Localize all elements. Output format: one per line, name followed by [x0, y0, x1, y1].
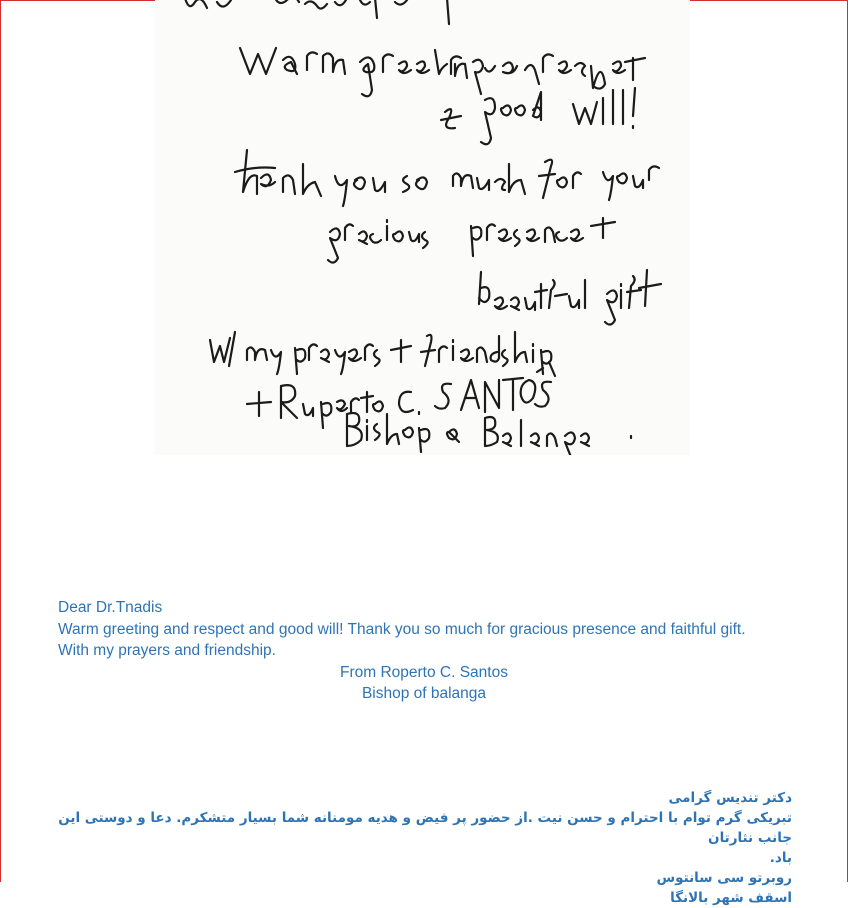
persian-title: اسقف شهر بالانگا	[670, 890, 792, 906]
handwriting-stroke-ampersand	[591, 218, 615, 238]
english-salutation: Dear Dr.Tnadis	[58, 599, 163, 616]
handwriting-stroke-will	[573, 88, 635, 128]
handwriting-stroke-your	[603, 166, 659, 200]
persian-body-line2: باد.	[769, 850, 792, 866]
english-closing: With my prayers and friendship.	[58, 642, 276, 659]
persian-name: روبرتو سی سانتوس	[656, 870, 792, 886]
persian-body-line1: تبریکی گرم توام با احترام و حسن نیت .از حضور پر فیض و هدیه مومنانه شما بسیار متشکرم. دعا و دوستی این جانب نثارتان	[58, 810, 792, 846]
handwriting-stroke-wmy	[210, 332, 281, 374]
handwriting-stroke-respect	[503, 54, 645, 88]
handwriting-stroke-thank	[235, 150, 321, 196]
handwriting-stroke-cross	[247, 392, 271, 416]
persian-translation	[57, 788, 792, 908]
handwritten-letter-scan	[155, 0, 690, 455]
english-title: Bishop of balanga	[361, 685, 487, 702]
handwriting-stroke-friendship	[421, 332, 555, 376]
handwriting-stroke-presence	[471, 224, 583, 256]
handwriting-stroke-beautiful	[479, 272, 585, 310]
handwriting-stroke-santos	[435, 368, 551, 412]
handwriting-stroke-prayers	[295, 344, 380, 374]
handwriting-stroke-c	[399, 392, 419, 414]
handwriting-stroke-for	[539, 160, 581, 198]
handwriting-stroke-bishop	[347, 413, 429, 452]
english-translation	[58, 597, 818, 705]
handwriting-stroke-amp2	[391, 340, 411, 362]
handwriting-stroke-much	[453, 164, 525, 194]
handwriting-image	[155, 0, 690, 455]
handwriting-stroke-gift	[605, 270, 661, 325]
persian-salutation: دکتر تندیس گرامی	[668, 790, 792, 806]
handwriting-stroke-of	[447, 429, 459, 442]
handwriting-stroke-good	[441, 92, 541, 144]
handwriting-stroke-dear	[185, 0, 449, 24]
handwriting-stroke-greetings	[360, 50, 495, 96]
handwriting-stroke-gracious	[328, 220, 428, 263]
english-from: From Roperto C. Santos	[340, 663, 508, 681]
handwriting-stroke-so	[403, 176, 427, 192]
handwriting-stroke-warm	[240, 48, 345, 74]
english-body: Warm greeting and respect and good will! Thank you so much for gracious presence and faithful gift.	[58, 620, 746, 638]
handwriting-stroke-you	[335, 176, 385, 206]
handwriting-stroke-balanga	[485, 417, 631, 455]
